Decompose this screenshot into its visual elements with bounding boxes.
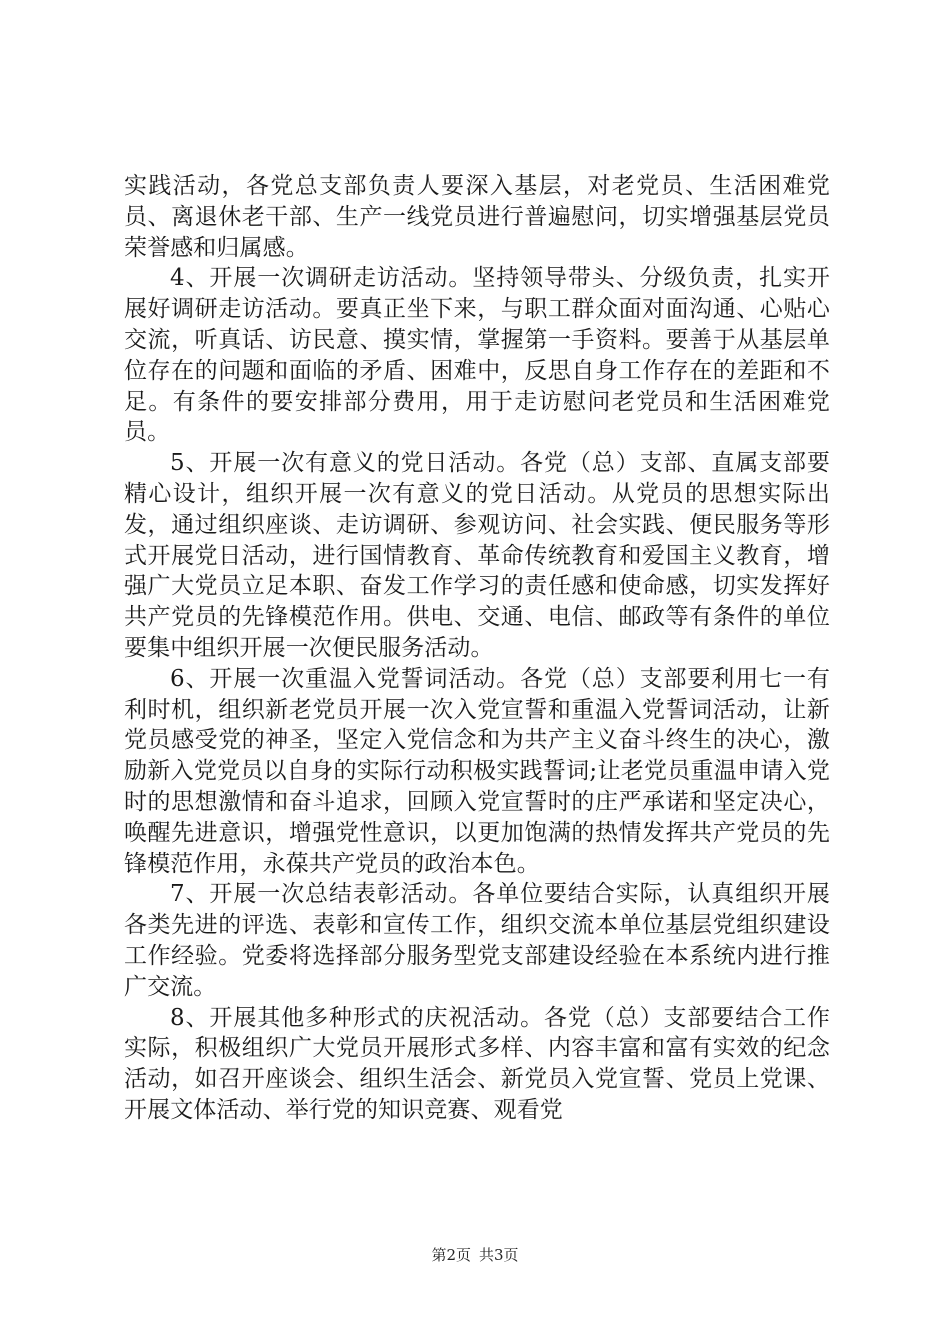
paragraph-6: 8、开展其他多种形式的庆祝活动。各党（总）支部要结合工作实际，积极组织广大党员开展形式多样、内容丰富和富有实效的纪念活动，如召开座谈会、组织生活会、新党员入党宣誓、党员上党课、开展文体活动、举行党的知识竞赛、观看党 [124, 1004, 830, 1123]
paragraph-1: 实践活动，各党总支部负责人要深入基层，对老党员、生活困难党员、离退休老干部、生产一线党员进行普遍慰问，切实增强基层党员荣誉感和归属感。 [124, 173, 830, 261]
page-number: 第2页 [431, 1246, 471, 1264]
paragraph-5: 7、开展一次总结表彰活动。各单位要结合实际，认真组织开展各类先进的评选、表彰和宣传工作，组织交流本单位基层党组织建设工作经验。党委将选择部分服务型党支部建设经验在本系统内进行推广交流。 [124, 881, 830, 1000]
page-total: 共3页 [479, 1246, 519, 1264]
paragraph-3: 5、开展一次有意义的党日活动。各党（总）支部、直属支部要精心设计，组织开展一次有意义的党日活动。从党员的思想实际出发，通过组织座谈、走访调研、参观访问、社会实践、便民服务等形式开展党日活动，进行国情教育、革命传统教育和爱国主义教育，增强广大党员立足本职、奋发工作学习的责任感和使命感，切实发挥好共产党员的先锋模范作用。供电、交通、电信、邮政等有条件的单位要集中组织开展一次便民服务活动。 [124, 450, 830, 661]
page-footer [0, 1244, 950, 1265]
paragraph-4: 6、开展一次重温入党誓词活动。各党（总）支部要利用七一有利时机，组织新老党员开展一次入党宣誓和重温入党誓词活动，让新党员感受党的神圣，坚定入党信念和为共产主义奋斗终生的决心，激励新入党党员以自身的实际行动积极实践誓词;让老党员重温申请入党时的思想激情和奋斗追求，回顾入党宣誓时的庄严承诺和坚定决心，唤醒先进意识，增强党性意识，以更加饱满的热情发挥共产党员的先锋模范作用，永葆共产党员的政治本色。 [124, 665, 830, 877]
document-body [124, 171, 830, 1126]
paragraph-2: 4、开展一次调研走访活动。坚持领导带头、分级负责，扎实开展好调研走访活动。要真正坐下来，与职工群众面对面沟通、心贴心交流，听真话、访民意、摸实情，掌握第一手资料。要善于从基层单位存在的问题和面临的矛盾、困难中，反思自身工作存在的差距和不足。有条件的要安排部分费用，用于走访慰问老党员和生活困难党员。 [124, 265, 830, 446]
